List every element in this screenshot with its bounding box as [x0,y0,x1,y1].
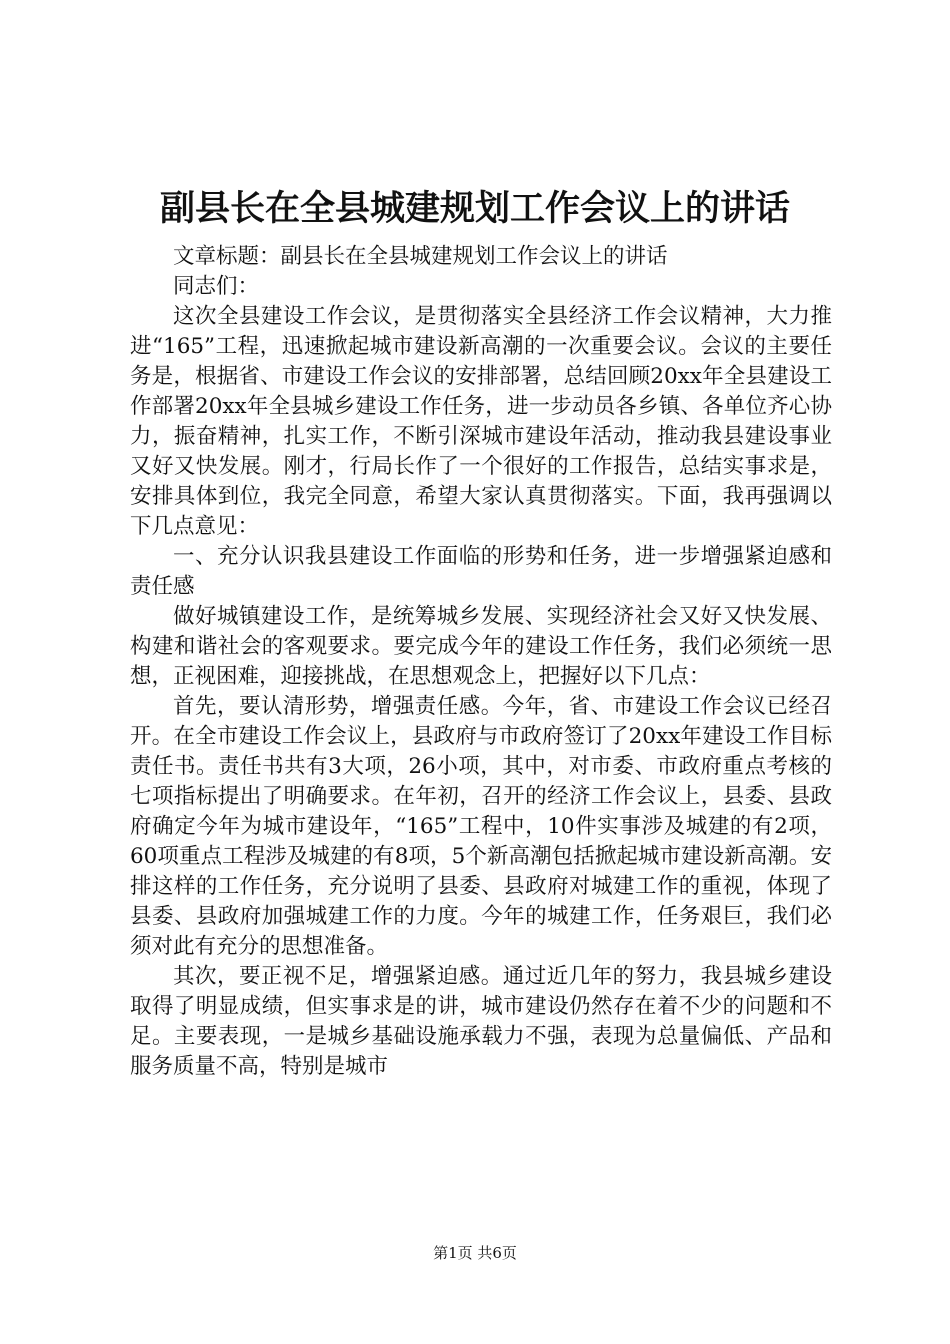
document-title: 副县长在全县城建规划工作会议上的讲话 [159,188,790,229]
article-title-line: 文章标题：副县长在全县城建规划工作会议上的讲话 [173,244,668,269]
document-body [130,242,832,1082]
section-heading-1: 一、充分认识我县建设工作面临的形势和任务，进一步增强紧迫感和责任感 [130,544,832,599]
paragraph-3: 其次，要正视不足，增强紧迫感。通过近几年的努力，我县城乡建设取得了明显成绩，但实事求是的讲，城市建设仍然存在着不少的问题和不足。主要表现，一是城乡基础设施承载力不强，表现为总量偏低、产品和服务质量不高，特别是城市 [130,964,832,1079]
salutation: 同志们： [173,274,260,299]
paragraph-2: 首先，要认清形势，增强责任感。今年，省、市建设工作会议已经召开。在全市建设工作会议上，县政府与市政府签订了20xx年建设工作目标责任书。责任书共有3大项，26小项，其中，对市委、市政府重点考核的七项指标提出了明确要求。在年初，召开的经济工作会议上，县委、县政府确定今年为城市建设年，“165”工程中，10件实事涉及城建的有2项，60项重点工程涉及城建的有8项，5个新高潮包括掀起城市建设新高潮。安排这样的工作任务，充分说明了县委、县政府对城建工作的重视，体现了县委、县政府加强城建工作的力度。今年的城建工作，任务艰巨，我们必须对此有充分的思想准备。 [130,694,832,959]
page-footer: 第1页 共6页 [433,1244,517,1262]
paragraph-1: 做好城镇建设工作，是统筹城乡发展、实现经济社会又好又快发展、构建和谐社会的客观要求。要完成今年的建设工作任务，我们必须统一思想，正视困难，迎接挑战，在思想观念上，把握好以下几点： [130,604,832,689]
paragraph-intro: 这次全县建设工作会议，是贯彻落实全县经济工作会议精神，大力推进“165”工程，迅速掀起城市建设新高潮的一次重要会议。会议的主要任务是，根据省、市建设工作会议的安排部署，总结回顾20xx年全县建设工作部署20xx年全县城乡建设工作任务，进一步动员各乡镇、各单位齐心协力，振奋精神，扎实工作，不断引深城市建设年活动，推动我县建设事业又好又快发展。刚才，行局长作了一个很好的工作报告，总结实事求是，安排具体到位，我完全同意，希望大家认真贯彻落实。下面，我再强调以下几点意见： [130,304,832,539]
